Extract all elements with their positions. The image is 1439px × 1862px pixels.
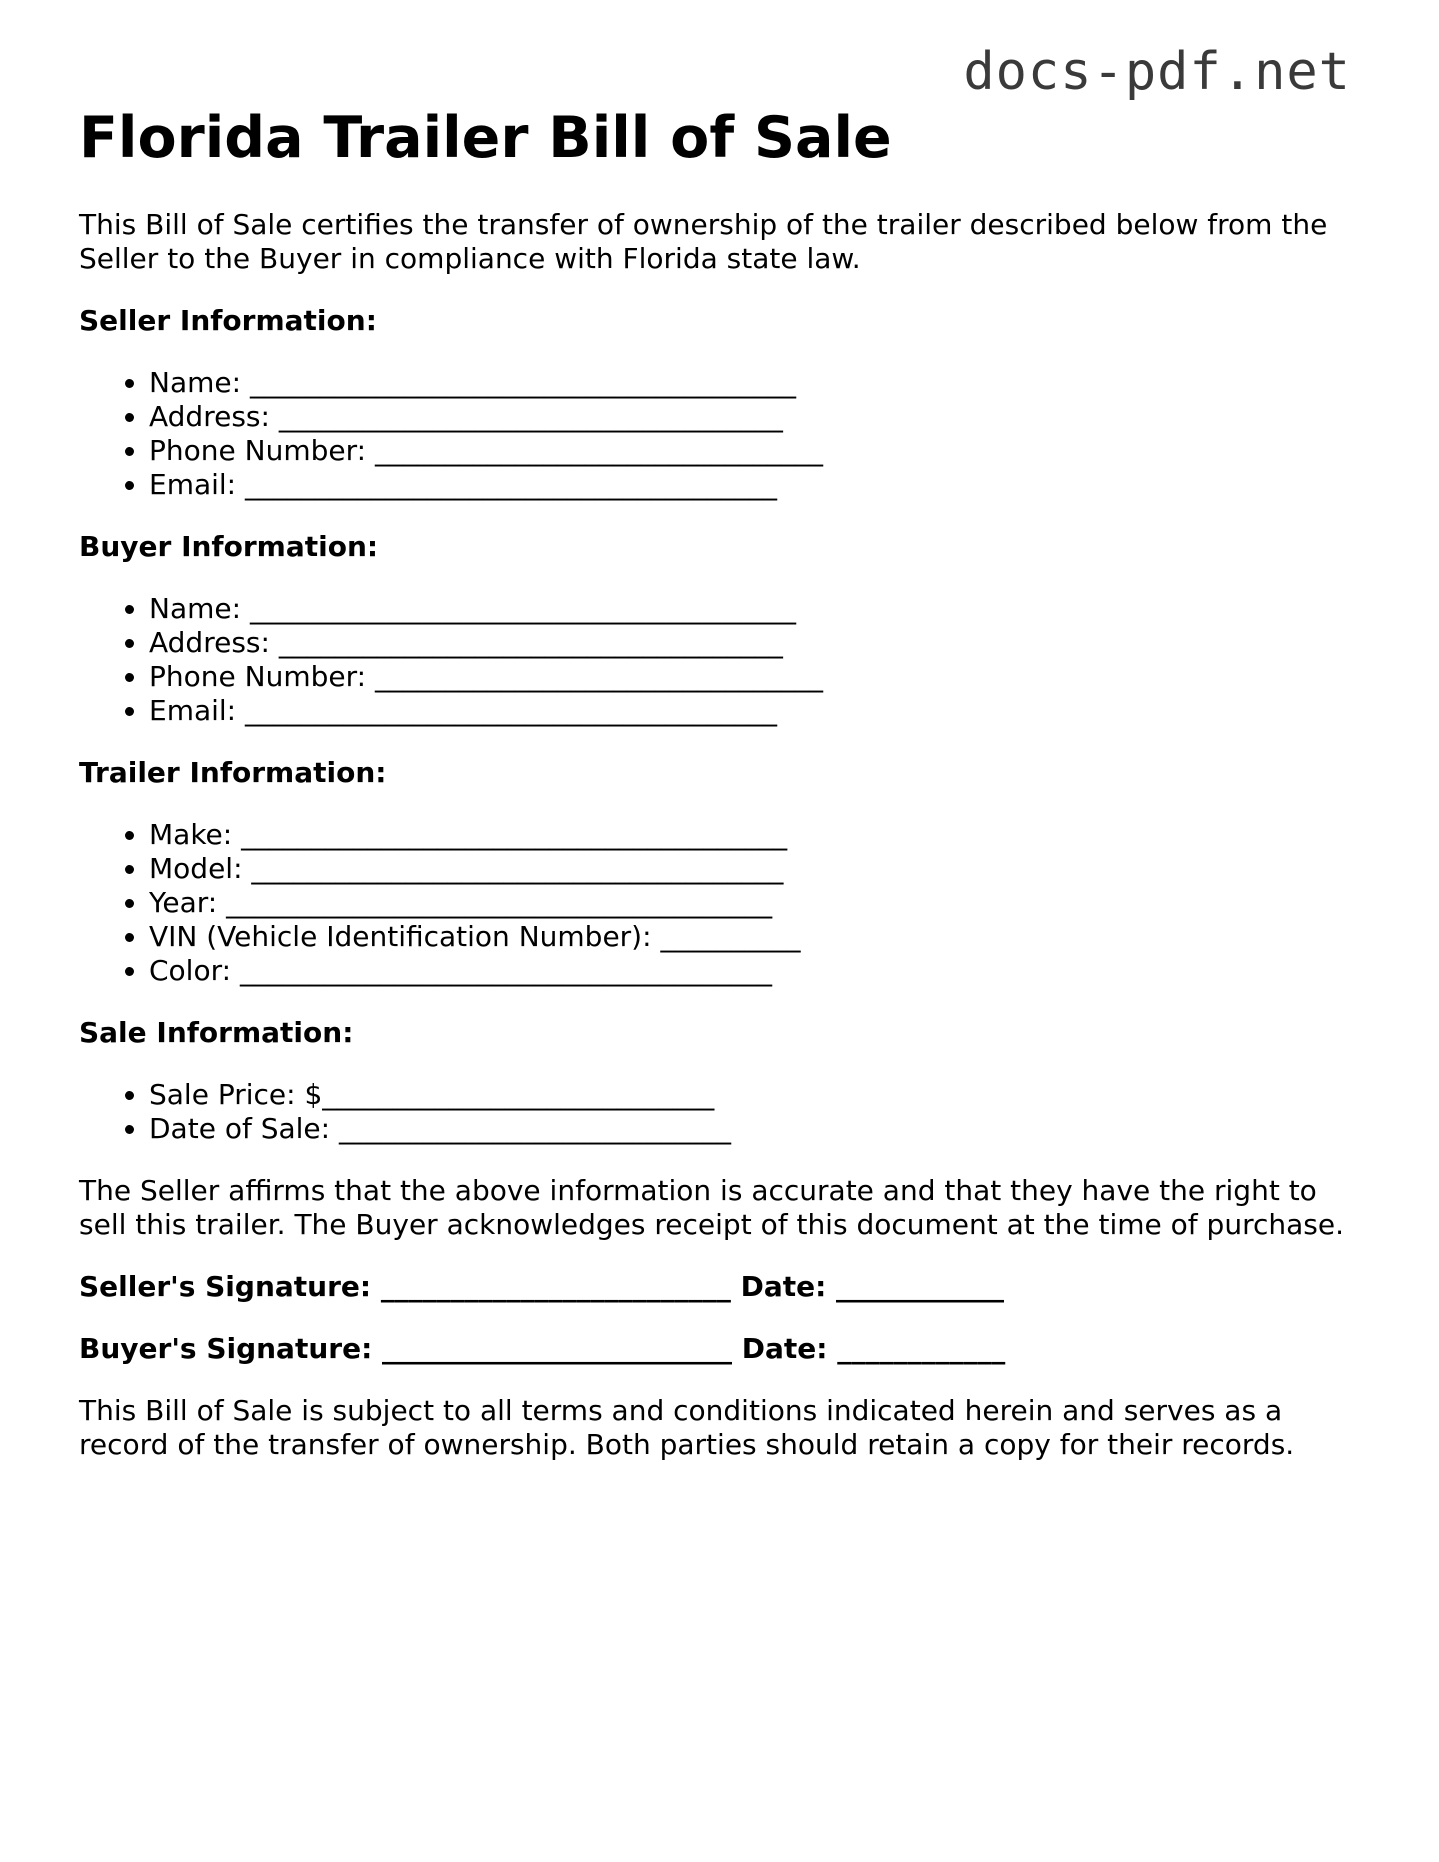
sale-fields-list — [79, 1078, 1369, 1146]
buyer-email-field: • Email: ______________________________________ — [149, 694, 1369, 728]
trailer-model-field: • Model: ______________________________________ — [149, 852, 1369, 886]
intro-paragraph: This Bill of Sale certifies the transfer of ownership of the trailer described below from the Seller to the Buyer in compliance with Florida state law. — [79, 208, 1328, 275]
buyer-phone-field: • Phone Number: ________________________________ — [149, 660, 1369, 694]
watermark: docs-pdf.net — [963, 42, 1351, 102]
page-title: Florida Trailer Bill of Sale — [79, 105, 892, 171]
seller-address-field: • Address: ____________________________________ — [149, 400, 1369, 434]
seller-phone-field: • Phone Number: ________________________________ — [149, 434, 1369, 468]
buyer-address-field: • Address: ____________________________________ — [149, 626, 1369, 660]
trailer-make-field: • Make: _______________________________________ — [149, 818, 1369, 852]
seller-fields-list — [79, 366, 1369, 502]
seller-email-field: • Email: ______________________________________ — [149, 468, 1369, 502]
buyer-fields-list — [79, 592, 1369, 728]
document-page — [79, 98, 1369, 1462]
trailer-year-field: • Year: _______________________________________ — [149, 886, 1369, 920]
buyer-name-field: • Name: _______________________________________ — [149, 592, 1369, 626]
sale-date-field: • Date of Sale: ____________________________ — [149, 1112, 1369, 1146]
affirmation-paragraph: The Seller affirms that the above information is accurate and that they have the right to sell this trailer. The Buyer acknowledges receipt of this document at the time of purchase. — [79, 1174, 1344, 1241]
trailer-color-field: • Color: ______________________________________ — [149, 954, 1369, 988]
seller-signature-line: Seller's Signature: _________________________ Date: ____________ — [79, 1270, 1005, 1303]
trailer-vin-field: • VIN (Vehicle Identification Number): __________ — [149, 920, 1369, 954]
buyer-heading: Buyer Information: — [79, 530, 379, 563]
trailer-fields-list — [79, 818, 1369, 988]
buyer-signature-line: Buyer's Signature: _________________________ Date: ____________ — [79, 1332, 1006, 1365]
seller-heading: Seller Information: — [79, 304, 377, 337]
sale-price-field: • Sale Price: $____________________________ — [149, 1078, 1369, 1112]
seller-name-field: • Name: _______________________________________ — [149, 366, 1369, 400]
sale-heading: Sale Information: — [79, 1016, 354, 1049]
closing-paragraph: This Bill of Sale is subject to all terms and conditions indicated herein and serves as a record of the transfer of ownership. Both parties should retain a copy for their records. — [79, 1394, 1295, 1461]
trailer-heading: Trailer Information: — [79, 756, 387, 789]
